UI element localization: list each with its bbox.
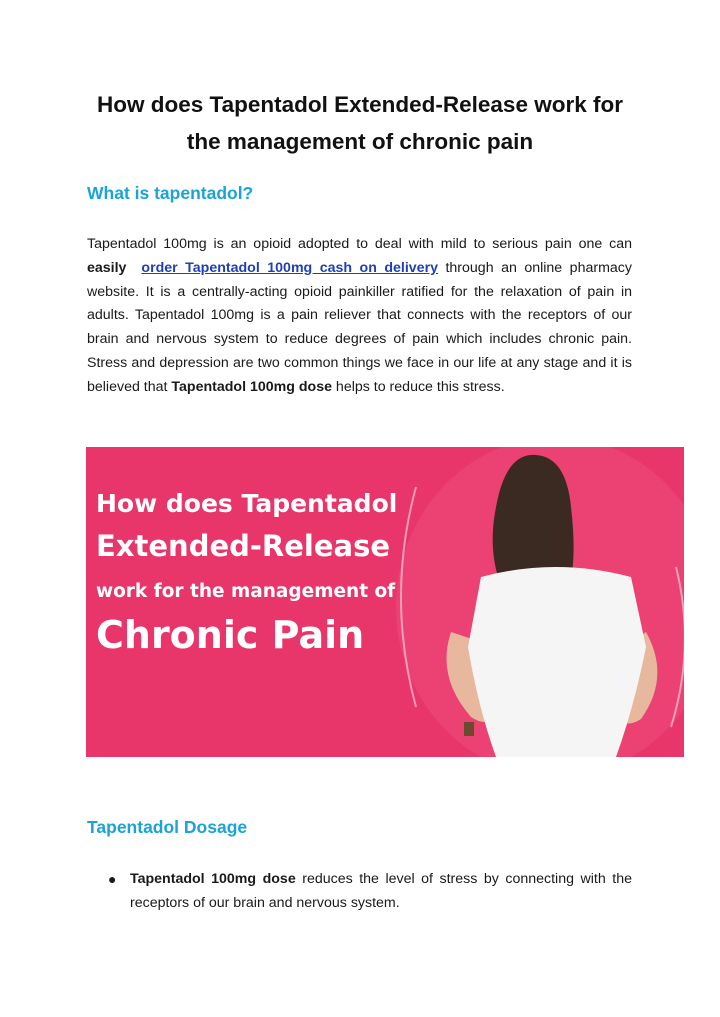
banner-image (86, 447, 684, 757)
banner-line-4: Chronic Pain (96, 613, 365, 657)
dosage-list (108, 867, 632, 915)
page-title (60, 86, 660, 160)
paragraph-text: helps to reduce this stress. (331, 378, 505, 395)
section-heading-what-is: What is tapentadol? (87, 183, 254, 203)
section-heading-dosage: Tapentadol Dosage (87, 817, 248, 837)
paragraph-bold-easily: easily (87, 259, 127, 276)
title-line-2: the management of chronic pain (186, 129, 534, 154)
banner-line-1: How does Tapentadol (96, 489, 398, 518)
paragraph-bold-dose: Tapentadol 100mg dose (171, 378, 332, 395)
paragraph-text: Tapentadol 100mg is an opioid adopted to deal with mild to serious pain one can (87, 236, 632, 252)
intro-paragraph (87, 233, 632, 400)
bullet-icon: ● (108, 871, 117, 887)
order-link[interactable]: order Tapentadol 100mg cash on delivery (141, 259, 438, 276)
title-line-1: How does Tapentadol Extended-Release work for (97, 92, 623, 117)
list-item-bold: Tapentadol 100mg dose (130, 871, 296, 887)
paragraph-text: through an online pharmacy website. It is a centrally-acting opioid painkiller ratified for the relaxation of pain in adults. Tapentadol 100mg is a pain reliever that connects with the receptors of our brain and nervous system to reduce degrees of pain which includes chronic pain. Stress and depression are two common things we face in our life at any stage and it is believed that (87, 259, 632, 395)
list-item (108, 867, 632, 915)
banner-line-2: Extended-Release (96, 529, 391, 563)
banner-line-3: work for the management of (96, 581, 396, 602)
list-item-text: reduces the level of stress by connecting with the receptors of our brain and nervous system. (130, 871, 632, 911)
